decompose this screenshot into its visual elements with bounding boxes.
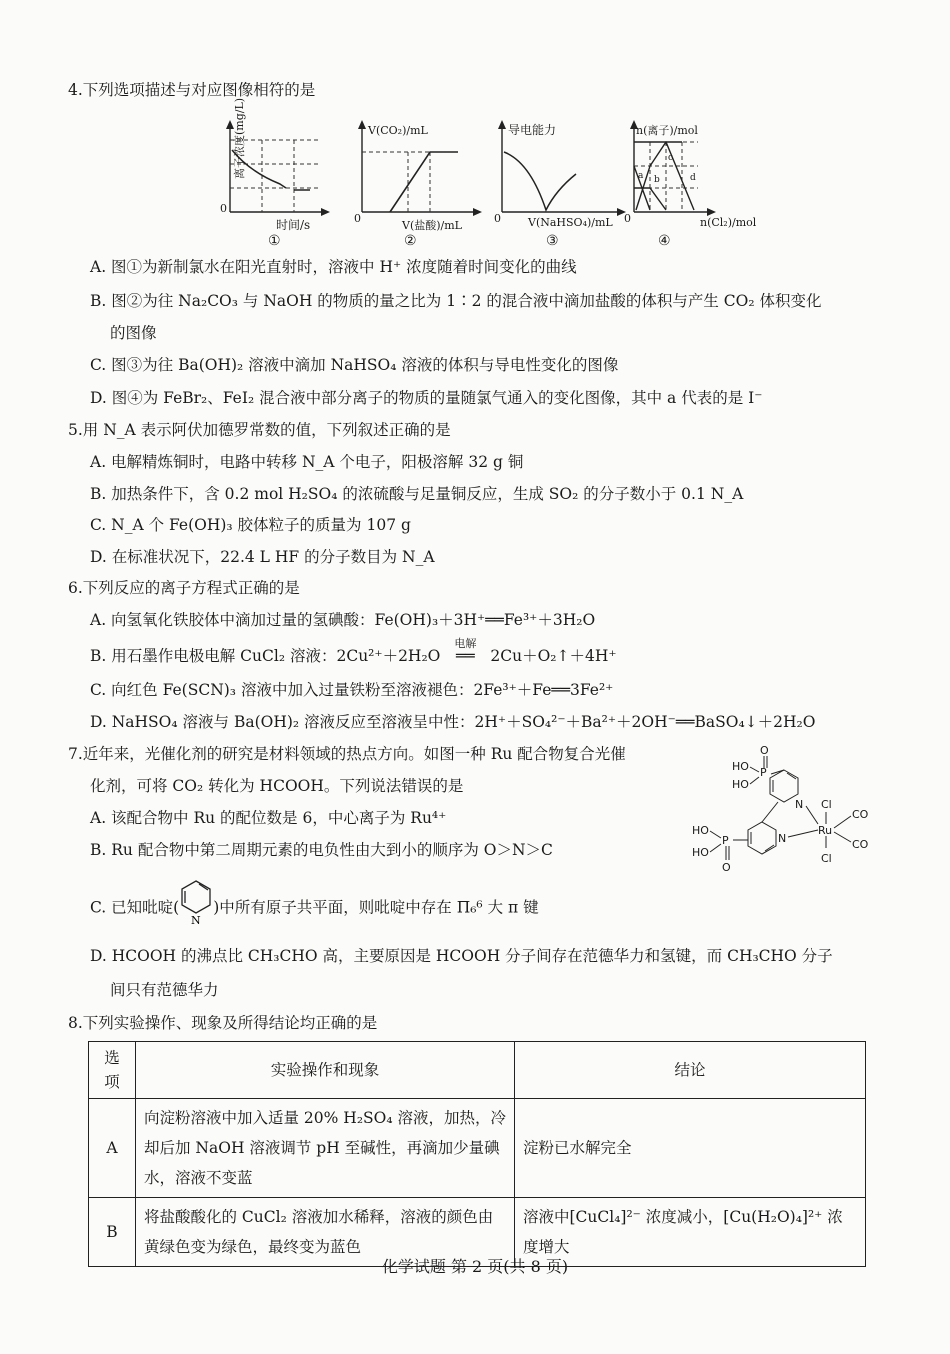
- graph-4-label-c: c: [668, 153, 674, 163]
- q7-option-d-cont: 间只有范德华力: [110, 981, 219, 999]
- graph-1-ylabel: 离子浓度(mg/L): [233, 97, 246, 179]
- graph-2-ylabel: V(CO₂)/mL: [368, 124, 428, 137]
- table-row: [89, 1099, 866, 1198]
- q6-b-arrow: 电解 ══: [440, 646, 490, 666]
- graph-1-xlabel: 时间/s: [276, 218, 311, 232]
- graph-4-label-a: a: [638, 171, 644, 181]
- q5-option-c: C. N_A 个 Fe(OH)₃ 胶体粒子的质量为 107 g: [90, 516, 411, 534]
- row-a-conclusion: 淀粉已水解完全: [515, 1099, 866, 1198]
- graph-3-origin: 0: [494, 212, 501, 225]
- q8-table: [88, 1041, 866, 1267]
- table-header-row: [89, 1042, 866, 1099]
- graph-3-number: ③: [546, 233, 559, 249]
- mol-ho-4: HO: [692, 846, 709, 859]
- mol-co-1: CO: [852, 808, 869, 821]
- mol-n-bottom: N: [778, 832, 787, 845]
- mol-cl-bottom: Cl: [821, 852, 832, 865]
- graph-4-label-b: b: [654, 175, 660, 185]
- graph-4: [624, 112, 788, 251]
- graph-2-origin: 0: [354, 212, 361, 225]
- graph-3-ylabel: 导电能力: [508, 123, 557, 137]
- graph-3: [490, 112, 640, 251]
- q5-stem: 5.用 N_A 表示阿伏加德罗常数的值，下列叙述正确的是: [68, 421, 451, 439]
- q5-option-b: B. 加热条件下，含 0.2 mol H₂SO₄ 的浓硫酸与足量铜反应，生成 SO₂ 的分子数小于 0.1 N_A: [90, 485, 744, 503]
- row-a-option: A: [89, 1099, 136, 1198]
- graph-3-xlabel: V(NaHSO₄)/mL: [528, 216, 613, 229]
- q6-option-c: C. 向红色 Fe(SCN)₃ 溶液中加入过量铁粉至溶液褪色：2Fe³⁺＋Fe══3Fe²⁺: [90, 681, 614, 699]
- graph-4-number: ④: [658, 233, 671, 249]
- mol-o-bottom: O: [722, 861, 731, 874]
- q4-option-d: D. 图④为 FeBr₂、FeI₂ 混合液中部分离子的物质的量随氯气通入的变化图像，其中 a 代表的是 I⁻: [90, 389, 763, 407]
- row-a-operation: 向淀粉溶液中加入适量 20% H₂SO₄ 溶液，加热，冷却后加 NaOH 溶液调节 pH 至碱性，再滴加少量碘水，溶液不变蓝: [136, 1099, 515, 1198]
- q7-stem-line2: 化剂，可将 CO₂ 转化为 HCOOH。下列说法错误的是: [90, 777, 464, 795]
- mol-ho-1: HO: [732, 760, 749, 773]
- page-footer: 化学试题 第 2 页(共 8 页): [381, 1257, 569, 1276]
- q5-option-a: A. 电解精炼铜时，电路中转移 N_A 个电子，阳极溶解 32 g 铜: [90, 453, 524, 471]
- header-operation: 实验操作和现象: [136, 1042, 515, 1099]
- mol-cl-top: Cl: [821, 798, 832, 811]
- q4-option-b-cont: 的图像: [110, 324, 157, 342]
- pyridine-n: N: [191, 914, 201, 924]
- q7-stem-line1: 7.近年来，光催化剂的研究是材料领域的热点方向。如图一种 Ru 配合物复合光催: [68, 745, 626, 763]
- row-b-option: B: [89, 1198, 136, 1267]
- graph-4-ylabel: n(离子)/mol: [636, 124, 698, 137]
- row-b-conclusion: 溶液中[CuCl₄]²⁻ 浓度减小，[Cu(H₂O)₄]²⁺ 浓度增大: [515, 1198, 866, 1267]
- q4-option-a: A. 图①为新制氯水在阳光直射时，溶液中 H⁺ 浓度随着时间变化的曲线: [90, 258, 577, 276]
- q4-stem: 4.下列选项描述与对应图像相符的是: [68, 81, 316, 99]
- mol-ho-2: HO: [732, 778, 749, 791]
- mol-ho-3: HO: [692, 824, 709, 837]
- graph-2-number: ②: [404, 233, 417, 249]
- ru-complex-structure: [688, 742, 888, 874]
- q6-b-condition: 电解: [454, 637, 477, 650]
- q6-option-a: A. 向氢氧化铁胶体中滴加过量的氢碘酸：Fe(OH)₃＋3H⁺══Fe³⁺＋3H₂O: [90, 611, 596, 629]
- q7-option-c: [90, 878, 539, 924]
- q7-c-post: )中所有原子共平面，则吡啶中存在 Π₆⁶ 大 π 键: [213, 898, 539, 917]
- pyridine-structure: [179, 878, 213, 939]
- q4-option-c: C. 图③为往 Ba(OH)₂ 溶液中滴加 NaHSO₄ 溶液的体积与导电性变化的图像: [90, 356, 619, 374]
- q7-option-b: B. Ru 配合物中第二周期元素的电负性由大到小的顺序为 O＞N＞C: [90, 841, 553, 859]
- graph-2-xlabel: V(盐酸)/mL: [402, 219, 462, 232]
- graph-4-origin: 0: [624, 212, 631, 225]
- mol-o-top: O: [760, 744, 769, 757]
- mol-n-top: N: [795, 798, 804, 811]
- row-b-operation: 将盐酸酸化的 CuCl₂ 溶液加水稀释，溶液的颜色由黄绿色变为绿色，最终变为蓝色: [136, 1198, 515, 1267]
- q5-option-d: D. 在标准状况下，22.4 L HF 的分子数目为 N_A: [90, 548, 435, 566]
- graph-1-number: ①: [268, 233, 281, 249]
- mol-p-top: P: [760, 766, 767, 779]
- q6-b-pre: B. 用石墨作电极电解 CuCl₂ 溶液：2Cu²⁺＋2H₂O: [90, 647, 441, 665]
- q6-stem: 6.下列反应的离子方程式正确的是: [68, 579, 300, 597]
- q6-option-d: D. NaHSO₄ 溶液与 Ba(OH)₂ 溶液反应至溶液呈中性：2H⁺＋SO₄²⁻＋Ba²⁺＋2OH⁻══BaSO₄↓＋2H₂O: [90, 713, 816, 731]
- q7-option-a: A. 该配合物中 Ru 的配位数是 6，中心离子为 Ru⁴⁺: [90, 809, 447, 827]
- q6-b-post: 2Cu＋O₂↑＋4H⁺: [490, 647, 617, 665]
- mol-co-2: CO: [852, 838, 869, 851]
- q4-figures: [190, 97, 780, 250]
- mol-ru: Ru: [818, 824, 833, 837]
- graph-4-xlabel: n(Cl₂)/mol: [700, 216, 757, 229]
- graph-1-origin: 0: [220, 202, 227, 215]
- q7-option-d: D. HCOOH 的沸点比 CH₃CHO 高，主要原因是 HCOOH 分子间存在范德华力和氢键，而 CH₃CHO 分子: [90, 947, 833, 965]
- q7-c-pre: C. 已知吡啶(: [90, 898, 180, 917]
- graph-1: [190, 97, 330, 251]
- header-option: 选项: [89, 1042, 136, 1099]
- q6-option-b: [90, 637, 617, 666]
- header-conclusion: 结论: [515, 1042, 866, 1099]
- graph-4-label-d: d: [690, 173, 696, 183]
- graph-2: [350, 112, 490, 251]
- q8-stem: 8.下列实验操作、现象及所得结论均正确的是: [68, 1014, 378, 1032]
- mol-p-bottom: P: [722, 834, 729, 847]
- q4-option-b: B. 图②为往 Na₂CO₃ 与 NaOH 的物质的量之比为 1∶2 的混合液中滴加盐酸的体积与产生 CO₂ 体积变化: [90, 292, 822, 310]
